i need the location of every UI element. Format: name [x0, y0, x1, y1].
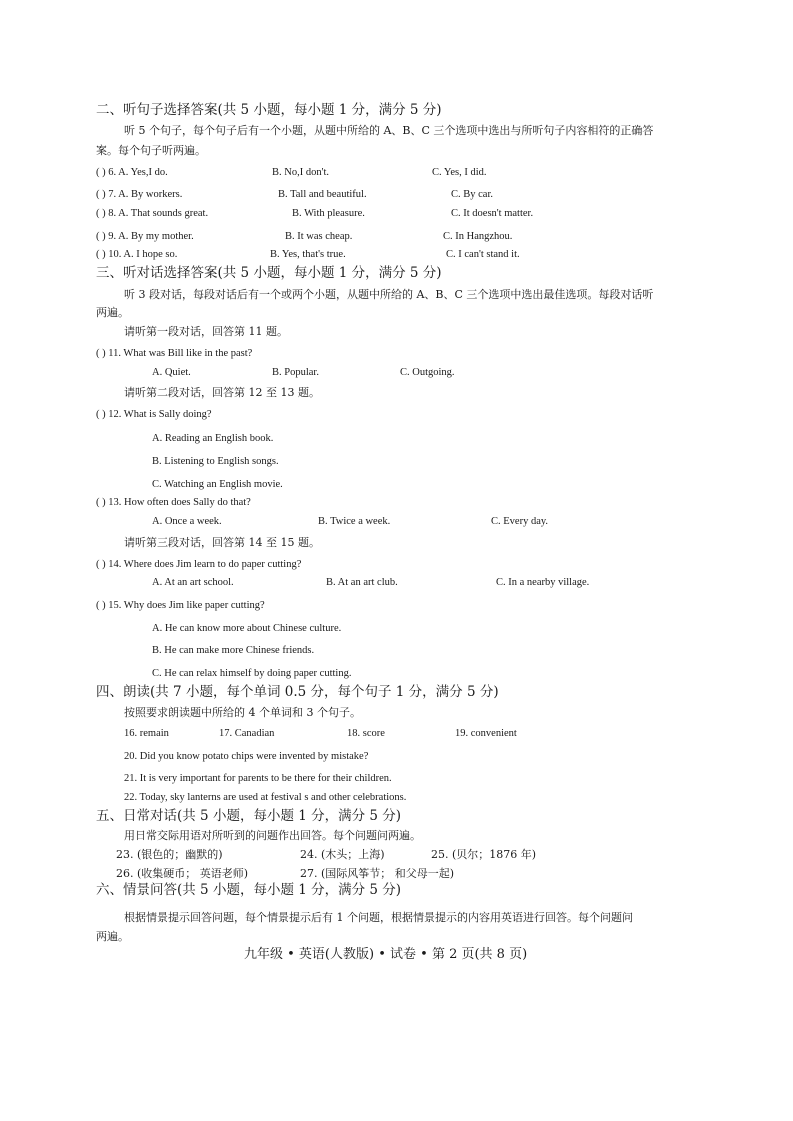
section-6-instruction-cont: 两遍。 — [96, 930, 129, 943]
question-12: ( ) 12. What is Sally doing? — [96, 409, 212, 420]
question-14: ( ) 14. Where does Jim learn to do paper cutting? — [96, 559, 302, 570]
item-24: 24. (木头；上海) — [300, 848, 385, 861]
option-9b: B. It was cheap. — [285, 231, 353, 242]
option-13b: B. Twice a week. — [318, 516, 391, 527]
section-3-heading: 三、听对话选择答案(共 5 小题，每小题 1 分，满分 5 分) — [96, 265, 442, 281]
section-3-instruction-cont: 两遍。 — [96, 306, 129, 319]
option-10b: B. Yes, that's true. — [270, 249, 346, 260]
item-27: 27. (国际风筝节； 和父母一起) — [300, 867, 455, 880]
sentence-21: 21. It is very important for parents to be there for their children. — [124, 773, 392, 784]
section-5-heading: 五、日常对话(共 5 小题，每小题 1 分，满分 5 分) — [96, 808, 402, 824]
section-2-heading: 二、听句子选择答案(共 5 小题，每小题 1 分，满分 5 分) — [96, 102, 442, 118]
word-18: 18. score — [347, 728, 385, 739]
option-15a: A. He can know more about Chinese culture. — [152, 623, 342, 634]
option-15c: C. He can relax himself by doing paper cutting. — [152, 668, 352, 679]
word-16: 16. remain — [124, 728, 169, 739]
dialogue-3-prompt: 请听第三段对话，回答第 14 至 15 题。 — [124, 536, 320, 549]
item-25: 25. (贝尔；1876 年) — [431, 848, 537, 861]
option-11c: C. Outgoing. — [400, 367, 455, 378]
option-7b: B. Tall and beautiful. — [278, 189, 367, 200]
question-7: ( ) 7. A. By workers. — [96, 189, 183, 200]
option-9c: C. In Hangzhou. — [443, 231, 513, 242]
item-26: 26. (收集硬币； 英语老师) — [116, 867, 249, 880]
option-8b: B. With pleasure. — [292, 208, 365, 219]
section-6-heading: 六、情景问答(共 5 小题，每小题 1 分，满分 5 分) — [96, 882, 402, 898]
option-10c: C. I can't stand it. — [446, 249, 520, 260]
option-7c: C. By car. — [451, 189, 493, 200]
option-13a: A. Once a week. — [152, 516, 222, 527]
item-23: 23. (银色的；幽默的) — [116, 848, 223, 861]
question-10: ( ) 10. A. I hope so. — [96, 249, 178, 260]
question-15: ( ) 15. Why does Jim like paper cutting? — [96, 600, 265, 611]
word-19: 19. convenient — [455, 728, 517, 739]
sentence-20: 20. Did you know potato chips were invented by mistake? — [124, 751, 369, 762]
question-6: ( ) 6. A. Yes,I do. — [96, 167, 168, 178]
question-11: ( ) 11. What was Bill like in the past? — [96, 348, 253, 359]
question-13: ( ) 13. How often does Sally do that? — [96, 497, 251, 508]
option-12a: A. Reading an English book. — [152, 433, 274, 444]
option-12b: B. Listening to English songs. — [152, 456, 279, 467]
sentence-22: 22. Today, sky lanterns are used at festival s and other celebrations. — [124, 792, 407, 803]
option-8c: C. It doesn't matter. — [451, 208, 534, 219]
option-11a: A. Quiet. — [152, 367, 191, 378]
option-13c: C. Every day. — [491, 516, 549, 527]
option-14a: A. At an art school. — [152, 577, 234, 588]
option-12c: C. Watching an English movie. — [152, 479, 283, 490]
option-6b: B. No,I don't. — [272, 167, 330, 178]
question-8: ( ) 8. A. That sounds great. — [96, 208, 209, 219]
page-footer: 九年级 • 英语(人教版) • 试卷 • 第 2 页(共 8 页) — [244, 947, 528, 962]
option-14c: C. In a nearby village. — [496, 577, 590, 588]
word-17: 17. Canadian — [219, 728, 275, 739]
section-4-instruction: 按照要求朗读题中所给的 4 个单词和 3 个句子。 — [124, 706, 361, 719]
section-6-instruction: 根据情景提示回答问题，每个情景提示后有 1 个问题，根据情景提示的内容用英语进行回答。每个问题问 — [124, 911, 633, 924]
section-2-instruction: 听 5 个句子，每个句子后有一个小题，从题中所给的 A、B、C 三个选项中选出与所听句子内容相符的正确答 — [124, 124, 654, 137]
question-9: ( ) 9. A. By my mother. — [96, 231, 194, 242]
section-4-heading: 四、朗读(共 7 小题，每个单词 0.5 分，每个句子 1 分，满分 5 分) — [96, 684, 499, 700]
dialogue-2-prompt: 请听第二段对话，回答第 12 至 13 题。 — [124, 386, 320, 399]
dialogue-1-prompt: 请听第一段对话，回答第 11 题。 — [124, 325, 288, 338]
option-14b: B. At an art club. — [326, 577, 398, 588]
section-3-instruction: 听 3 段对话，每段对话后有一个或两个小题，从题中所给的 A、B、C 三个选项中选出最佳选项。每段对话听 — [124, 288, 654, 301]
section-2-instruction-cont: 案。每个句子听两遍。 — [96, 144, 206, 157]
option-6c: C. Yes, I did. — [432, 167, 487, 178]
option-11b: B. Popular. — [272, 367, 319, 378]
section-5-instruction: 用日常交际用语对所听到的问题作出回答。每个问题问两遍。 — [124, 829, 421, 842]
option-15b: B. He can make more Chinese friends. — [152, 645, 315, 656]
